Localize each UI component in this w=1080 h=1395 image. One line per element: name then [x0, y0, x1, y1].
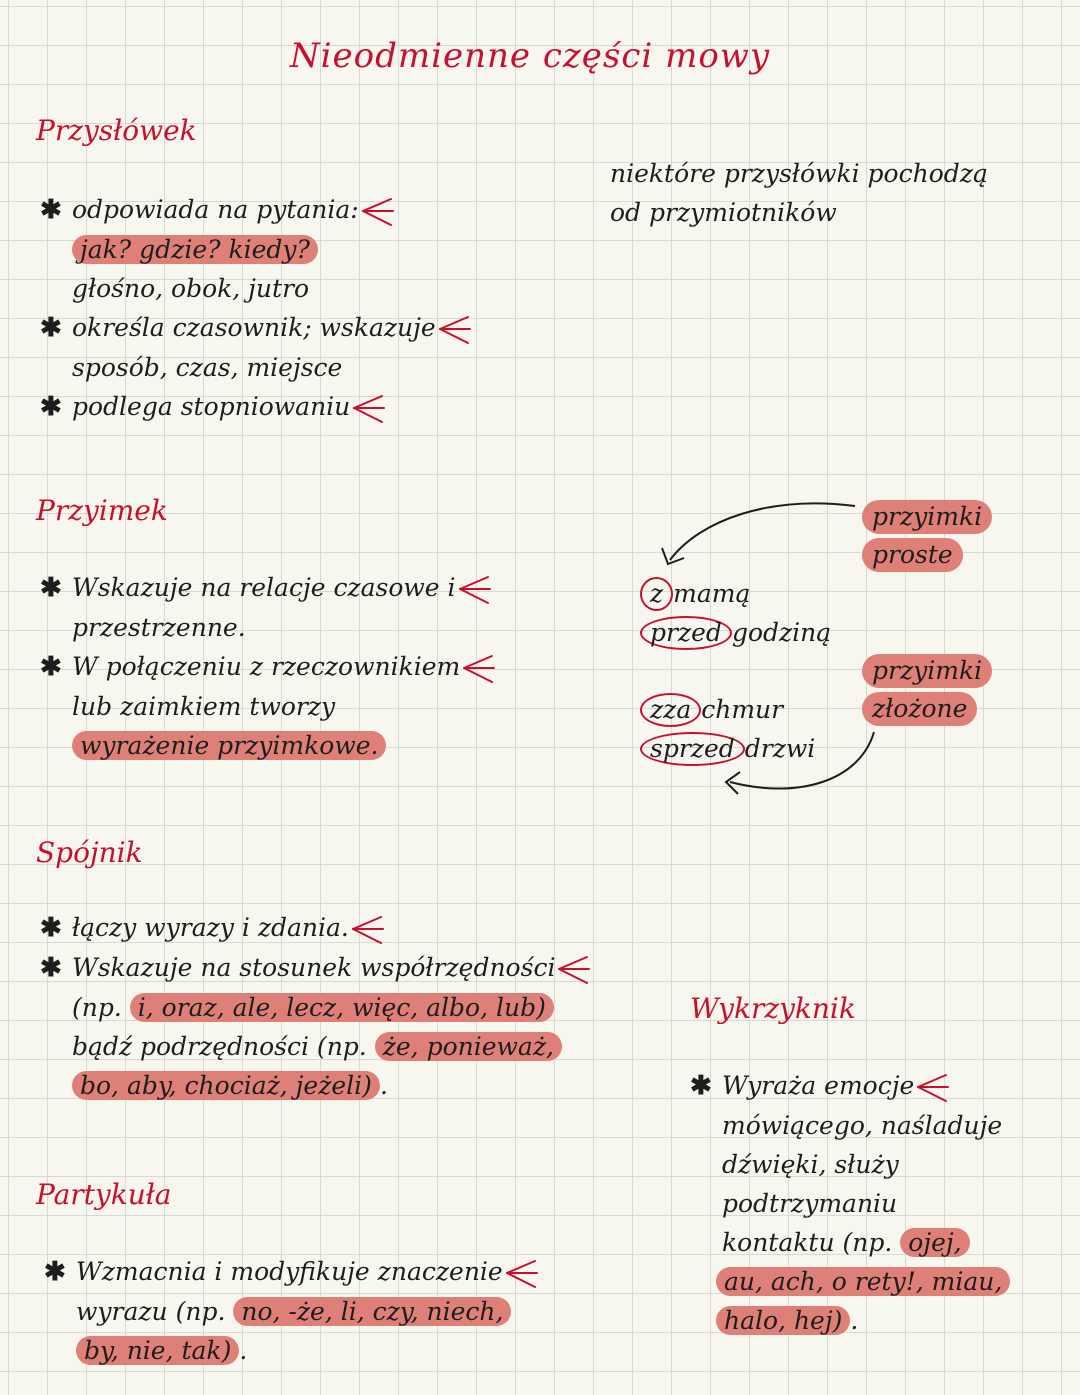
partykula-line-3: [44, 1331, 539, 1370]
circled-prep: przed: [640, 616, 732, 650]
partykula-line-2: [44, 1292, 539, 1331]
bullet-text: łączy wyrazy i zdania.: [72, 913, 349, 942]
wykrzyknik-line-5: [690, 1223, 1010, 1262]
star-icon: ✱: [690, 1071, 712, 1101]
wykrzyknik-bullet-1: [690, 1066, 1010, 1106]
circled-prep: zza: [640, 693, 701, 727]
tag-compound: [862, 654, 992, 726]
highlight-subordinating: że, ponieważ,: [375, 1032, 562, 1061]
spojnik-line-3: [40, 1027, 591, 1066]
highlight-interjections: au, ach, o rety!, miau,: [716, 1267, 1010, 1296]
partykula-bullets: [44, 1252, 539, 1370]
example-word: drzwi: [744, 734, 816, 763]
note-line: od przymiotników: [610, 198, 837, 227]
przyslowek-bullet-3: [40, 387, 472, 427]
przyslowek-questions: [40, 230, 472, 269]
tag-compound-1: przyimki: [862, 654, 992, 688]
arrow-left-icon: [462, 654, 496, 684]
przyslowek-bullet-2: [40, 308, 472, 348]
highlight-interjections: halo, hej): [716, 1306, 850, 1335]
example-word: chmur: [701, 695, 784, 724]
spojnik-line-4: [40, 1066, 591, 1105]
bullet-text: Wyraża emocje: [722, 1071, 915, 1100]
page-title: Nieodmienne części mowy: [289, 36, 771, 76]
tag-simple-2: proste: [862, 538, 963, 572]
bullet-text: Wskazuje na relacje czasowe i: [72, 573, 456, 602]
bullet-text: W połączeniu z rzeczownikiem: [72, 652, 461, 681]
example-word: godziną: [731, 618, 832, 647]
highlight-questions: jak? gdzie? kiedy?: [72, 235, 318, 264]
spojnik-line-2: [40, 988, 591, 1027]
arrow-left-icon: [352, 394, 386, 424]
przyimek-examples-simple: [640, 574, 831, 652]
wykrzyknik-line-3: dźwięki, służy: [722, 1150, 899, 1179]
bullet-text: Wzmacnia i modyfikuje znaczenie: [76, 1257, 503, 1286]
heading-przyslowek: Przysłówek: [36, 114, 197, 147]
wykrzyknik-line-4: podtrzymaniu: [722, 1189, 898, 1218]
heading-partykula: Partykuła: [36, 1178, 172, 1211]
star-icon: ✱: [40, 913, 62, 943]
spojnik-bullet-2: [40, 948, 591, 988]
example-2: [640, 613, 831, 652]
text: (np.: [72, 993, 122, 1022]
star-icon: ✱: [40, 573, 62, 603]
arrow-left-icon: [438, 315, 472, 345]
circled-prep: z: [640, 577, 673, 611]
tag-compound-2: złożone: [862, 692, 977, 726]
arrow-left-icon: [557, 955, 591, 985]
arrow-left-icon: [458, 575, 492, 605]
wykrzyknik-bullets: [690, 1066, 1010, 1340]
circled-prep: sprzed: [640, 732, 745, 766]
star-icon: ✱: [40, 313, 62, 343]
star-icon: ✱: [40, 953, 62, 983]
heading-wykrzyknik: Wykrzyknik: [690, 992, 856, 1025]
highlight-subordinating: bo, aby, chociaż, jeżeli): [72, 1071, 380, 1100]
arrow-left-icon: [361, 197, 395, 227]
highlight-particles: by, nie, tak): [76, 1336, 239, 1365]
arrow-left-icon: [916, 1073, 950, 1103]
przyimek-bullet-2: [40, 647, 496, 687]
bullet-text: Wskazuje na stosunek współrzędności: [72, 953, 556, 982]
highlight-interjections: ojej,: [900, 1228, 969, 1257]
przyimek-bullet-2-cont: lub zaimkiem tworzy: [72, 692, 336, 721]
star-icon: ✱: [44, 1257, 66, 1287]
spojnik-bullets: [40, 908, 591, 1105]
arrowhead-icon: [662, 548, 684, 564]
wykrzyknik-line-6: [690, 1262, 1010, 1301]
text: kontaktu (np.: [722, 1228, 893, 1257]
example-3: [640, 690, 815, 729]
bullet-text: podlega stopniowaniu: [72, 392, 351, 421]
przyslowek-examples: głośno, obok, jutro: [72, 274, 310, 303]
text: .: [850, 1306, 859, 1335]
star-icon: ✱: [40, 195, 62, 225]
spojnik-bullet-1: [40, 908, 591, 948]
przyslowek-bullet-2-cont: sposób, czas, miejsce: [72, 353, 343, 382]
przyimek-bullet-2-hl: [40, 726, 496, 765]
przyslowek-bullet-1: [40, 190, 472, 230]
arrow-left-icon: [351, 915, 385, 945]
text: bądź podrzędności (np.: [72, 1032, 367, 1061]
przyslowek-note: [610, 154, 988, 232]
text: .: [379, 1071, 388, 1100]
arrow-left-icon: [505, 1259, 539, 1289]
przyimek-bullet-1-cont: przestrzenne.: [72, 613, 246, 642]
highlight-coordinating: i, oraz, ale, lecz, więc, albo, lub): [130, 993, 554, 1022]
bullet-text: określa czasownik; wskazuje: [72, 313, 436, 342]
bullet-text: odpowiada na pytania:: [72, 195, 359, 224]
tag-simple-1: przyimki: [862, 500, 992, 534]
example-4: [640, 729, 815, 768]
przyimek-bullets: [40, 568, 496, 765]
heading-przyimek: Przyimek: [36, 494, 168, 527]
tag-simple: [862, 500, 992, 572]
przyslowek-bullets: [40, 190, 472, 427]
przyimek-bullet-1: [40, 568, 496, 608]
wykrzyknik-line-2: mówiącego, naśladuje: [722, 1111, 1003, 1140]
przyimek-examples-compound: [640, 690, 815, 768]
note-line: niektóre przysłówki pochodzą: [610, 159, 988, 188]
arrowhead-icon: [726, 772, 740, 794]
text: .: [239, 1336, 248, 1365]
partykula-bullet-1: [44, 1252, 539, 1292]
star-icon: ✱: [40, 652, 62, 682]
heading-spojnik: Spójnik: [36, 836, 143, 869]
highlight-phrase: wyrażenie przyimkowe.: [72, 731, 386, 760]
highlight-particles: no, -że, li, czy, niech,: [233, 1297, 511, 1326]
example-word: mamą: [673, 579, 751, 608]
text: wyrazu (np.: [76, 1297, 226, 1326]
wykrzyknik-line-7: [690, 1301, 1010, 1340]
example-1: [640, 574, 831, 613]
star-icon: ✱: [40, 392, 62, 422]
curved-arrow-simple: [670, 503, 855, 560]
